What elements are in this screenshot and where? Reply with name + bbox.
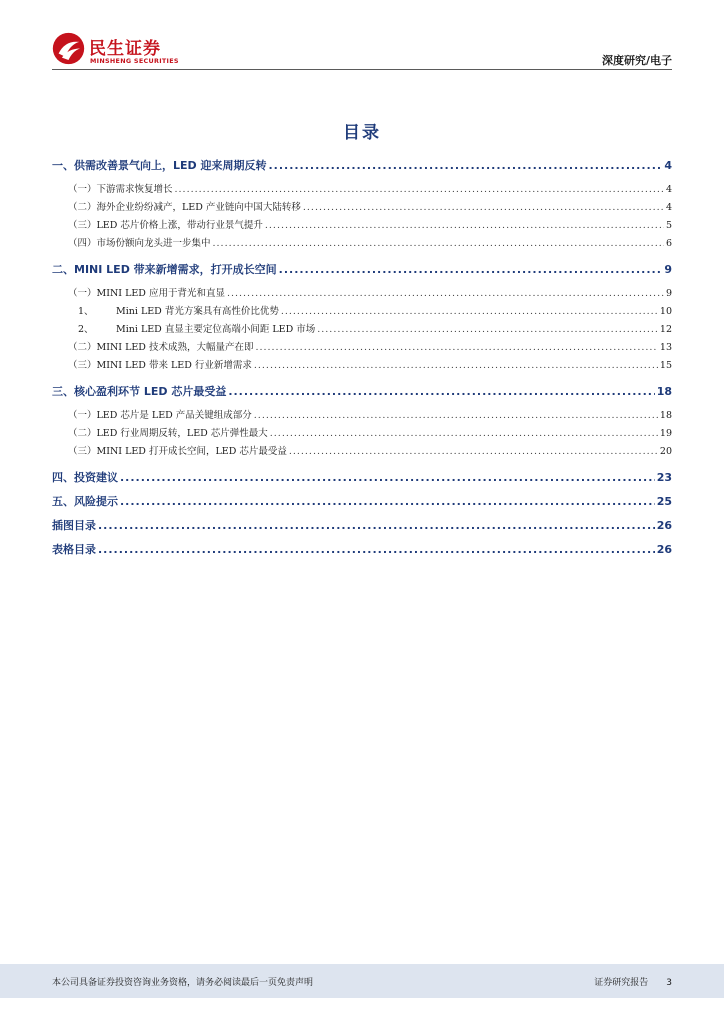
toc-item[interactable] — [52, 407, 672, 425]
logo-chinese-name: 民生证券 — [89, 39, 161, 59]
footer-info — [594, 975, 672, 988]
toc-entry-text — [52, 517, 96, 535]
toc-entry-text — [68, 199, 301, 217]
toc-entry-title: 表格目录 — [52, 543, 96, 556]
toc-page-number: 9 — [665, 288, 672, 299]
toc-leader-dots — [228, 383, 654, 401]
toc-entry-title: （四）市场份额向龙头进一步集中 — [68, 238, 211, 249]
toc-entry-text — [78, 321, 315, 339]
toc-subitem-number: 2、 — [78, 324, 94, 335]
toc-entry-title: （三）MINI LED 打开成长空间，LED 芯片最受益 — [68, 446, 287, 457]
toc-entry-title: （二）LED 行业周期反转，LED 芯片弹性最大 — [68, 428, 268, 439]
toc-entry-text — [68, 181, 173, 199]
toc-page-number: 4 — [665, 184, 672, 195]
toc-leader-dots — [255, 339, 657, 357]
toc-page-number: 6 — [665, 238, 672, 249]
page-footer — [0, 964, 724, 998]
toc-leader-dots — [270, 425, 658, 443]
toc-page-number: 12 — [659, 324, 672, 335]
toc-page-number: 13 — [659, 342, 672, 353]
toc-entry-title: 四、投资建议 — [52, 471, 118, 484]
toc-entry-text — [68, 235, 211, 253]
toc-item[interactable] — [52, 181, 672, 199]
toc-item[interactable] — [52, 217, 672, 235]
toc-leader-dots — [227, 285, 664, 303]
toc-leader-dots — [175, 181, 664, 199]
toc-page-number: 18 — [656, 385, 672, 398]
table-of-contents — [52, 155, 672, 565]
header-divider — [52, 69, 672, 70]
toc-section[interactable] — [52, 493, 672, 511]
toc-item[interactable] — [52, 425, 672, 443]
toc-page-number: 5 — [665, 220, 672, 231]
toc-entry-text — [52, 383, 226, 401]
toc-item[interactable] — [52, 443, 672, 461]
footer-report-type: 证券研究报告 — [594, 978, 649, 988]
toc-leader-dots — [98, 541, 655, 559]
toc-entry-title: （三）MINI LED 带来 LED 行业新增需求 — [68, 360, 252, 371]
toc-section[interactable] — [52, 541, 672, 559]
minsheng-logo-icon — [52, 32, 85, 65]
toc-item[interactable] — [52, 339, 672, 357]
toc-entry-title: （一）下游需求恢复增长 — [68, 184, 173, 195]
toc-leader-dots — [98, 517, 655, 535]
toc-page-number: 20 — [659, 446, 672, 457]
toc-leader-dots — [213, 235, 664, 253]
toc-leader-dots — [265, 217, 664, 235]
toc-page-number: 23 — [656, 471, 672, 484]
toc-entry-text — [78, 303, 279, 321]
toc-entry-text — [52, 541, 96, 559]
toc-entry-text — [68, 443, 287, 461]
toc-subitem[interactable] — [52, 303, 672, 321]
toc-item[interactable] — [52, 285, 672, 303]
toc-entry-title: 三、核心盈利环节 LED 芯片最受益 — [52, 385, 227, 398]
toc-group-spacer — [52, 253, 672, 259]
toc-subitem[interactable] — [52, 321, 672, 339]
toc-page-number: 19 — [659, 428, 672, 439]
toc-subitem-number: 1、 — [78, 306, 94, 317]
toc-leader-dots — [254, 407, 658, 425]
toc-section[interactable] — [52, 157, 672, 175]
toc-entry-title: 五、风险提示 — [52, 495, 118, 508]
toc-entry-text — [68, 217, 263, 235]
toc-item[interactable] — [52, 357, 672, 375]
toc-entry-title: Mini LED 背光方案具有高性价比优势 — [116, 306, 279, 317]
logo-english-name: MINSHENG SECURITIES — [90, 57, 179, 65]
toc-entry-text — [52, 157, 266, 175]
toc-entry-text — [68, 357, 252, 375]
company-logo — [52, 30, 202, 70]
toc-section[interactable] — [52, 469, 672, 487]
toc-entry-text — [52, 469, 118, 487]
toc-leader-dots — [120, 469, 655, 487]
toc-leader-dots — [120, 493, 655, 511]
toc-entry-text — [52, 261, 277, 279]
toc-entry-title: 插图目录 — [52, 519, 96, 532]
toc-title: 目录 — [343, 123, 381, 143]
toc-leader-dots — [317, 321, 658, 339]
toc-page-number: 26 — [656, 519, 672, 532]
toc-leader-dots — [303, 199, 664, 217]
toc-entry-text — [68, 285, 225, 303]
toc-page-number: 18 — [659, 410, 672, 421]
toc-entry-title: 二、MINI LED 带来新增需求，打开成长空间 — [52, 263, 277, 276]
toc-item[interactable] — [52, 199, 672, 217]
toc-section[interactable] — [52, 261, 672, 279]
toc-entry-title: （一）MINI LED 应用于背光和直显 — [68, 288, 225, 299]
toc-group-spacer — [52, 461, 672, 467]
toc-entry-title: 一、供需改善景气向上，LED 迎来周期反转 — [52, 159, 267, 172]
toc-page-number: 10 — [659, 306, 672, 317]
toc-entry-title: （三）LED 芯片价格上涨，带动行业景气提升 — [68, 220, 263, 231]
toc-section[interactable] — [52, 383, 672, 401]
toc-page-number: 25 — [656, 495, 672, 508]
toc-entry-title: Mini LED 直显主要定位高端小间距 LED 市场 — [116, 324, 316, 335]
toc-page-number: 4 — [664, 159, 672, 172]
report-category: 深度研究/电子 — [601, 54, 672, 67]
toc-entry-title: （二）海外企业纷纷减产，LED 产业链向中国大陆转移 — [68, 202, 301, 213]
toc-leader-dots — [254, 357, 658, 375]
page-header — [52, 30, 672, 70]
toc-group-spacer — [52, 375, 672, 381]
toc-leader-dots — [279, 261, 663, 279]
toc-page-number: 9 — [664, 263, 672, 276]
toc-entry-text — [68, 339, 253, 357]
toc-leader-dots — [268, 157, 662, 175]
toc-leader-dots — [289, 443, 658, 461]
toc-section[interactable] — [52, 517, 672, 535]
footer-disclaimer: 本公司具备证券投资咨询业务资格，请务必阅读最后一页免责声明 — [52, 978, 314, 988]
toc-page-number: 15 — [659, 360, 672, 371]
toc-item[interactable] — [52, 235, 672, 253]
toc-page-number: 4 — [665, 202, 672, 213]
toc-entry-text — [52, 493, 118, 511]
toc-entry-text — [68, 425, 268, 443]
toc-entry-text — [68, 407, 252, 425]
page-number: 3 — [666, 978, 672, 988]
toc-entry-title: （一）LED 芯片是 LED 产品关键组成部分 — [68, 410, 252, 421]
toc-entry-title: （二）MINI LED 技术成熟，大幅量产在即 — [68, 342, 254, 353]
toc-leader-dots — [281, 303, 658, 321]
toc-page-number: 26 — [656, 543, 672, 556]
